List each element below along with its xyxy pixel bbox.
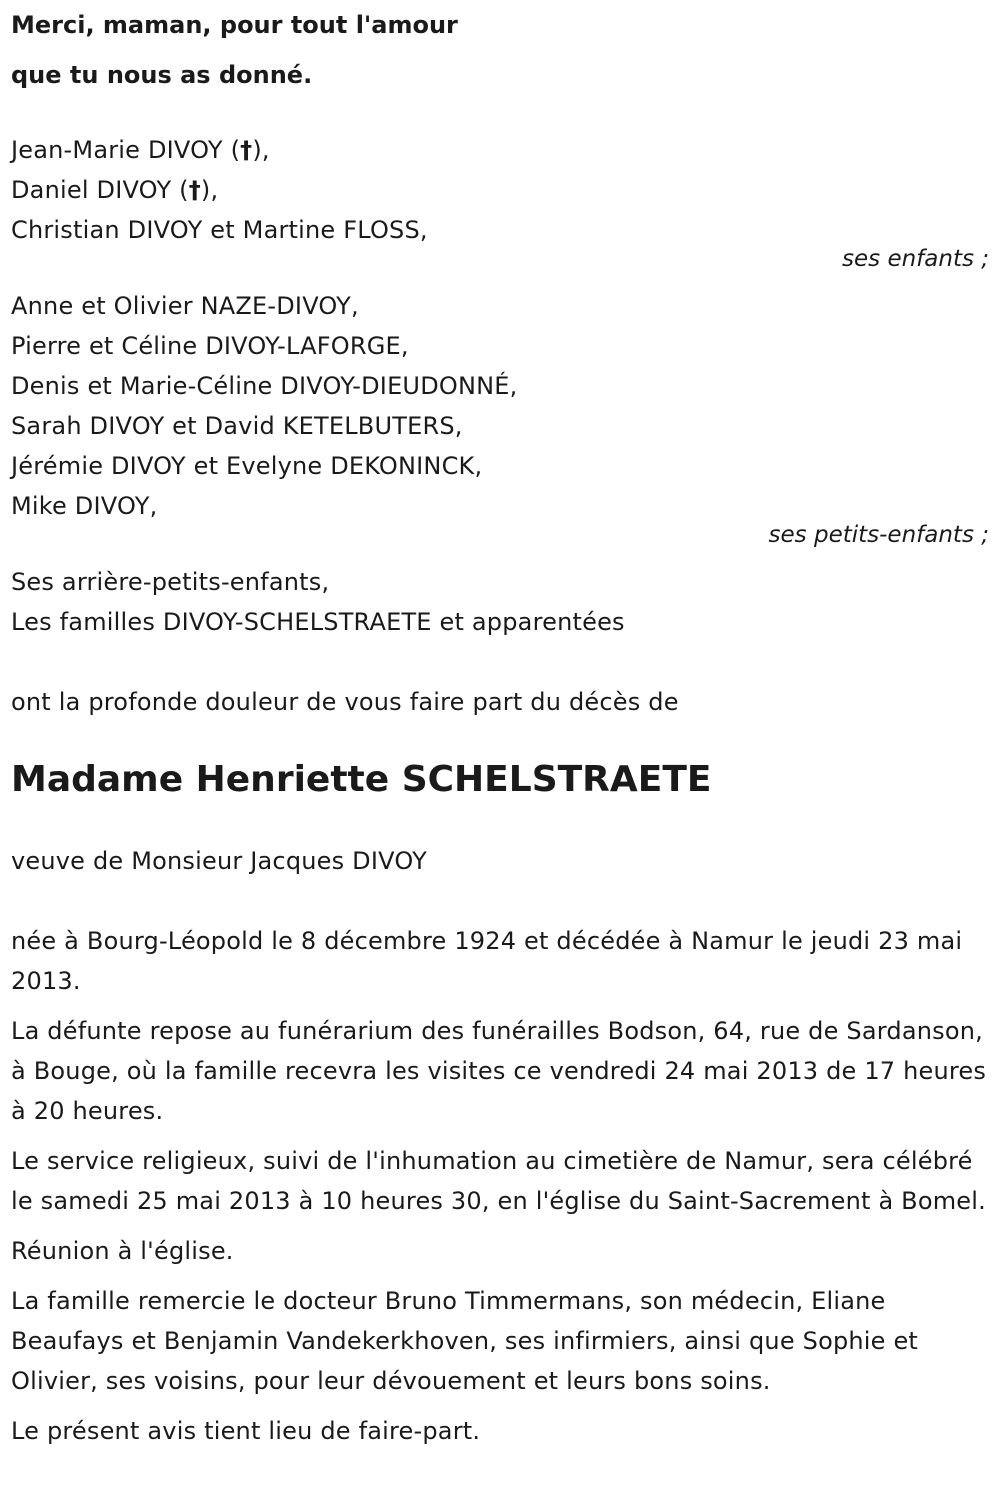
related-families: Les familles DIVOY-SCHELSTRAETE et apparentées bbox=[11, 608, 625, 636]
grandchild-name: Denis et Marie-Céline DIVOY-DIEUDONNÉ, bbox=[11, 372, 518, 400]
grandchild-name: Sarah DIVOY et David KETELBUTERS, bbox=[11, 412, 463, 440]
child-name: Christian DIVOY et Martine FLOSS, bbox=[11, 216, 428, 244]
child-name: Jean-Marie DIVOY (†), bbox=[11, 130, 991, 170]
cross-icon: † bbox=[188, 176, 201, 204]
deceased-name: Madame Henriette SCHELSTRAETE bbox=[11, 759, 712, 800]
other-family-block bbox=[11, 562, 991, 642]
grandchild-name: Jérémie DIVOY et Evelyne DEKONINCK, bbox=[11, 452, 483, 480]
epigraph bbox=[11, 0, 991, 100]
obituary-notice bbox=[11, 0, 991, 1451]
repose-paragraph: La défunte repose au funérarium des funérailles Bodson, 64, rue de Sardanson, à Bouge, où la famille recevra les visites ce vendredi 24 mai 2013 de 17 heures à 20 heures. bbox=[11, 1017, 987, 1125]
cross-icon: † bbox=[240, 136, 253, 164]
reunion-paragraph: Réunion à l'église. bbox=[11, 1237, 234, 1265]
grandchild-name: Mike DIVOY, bbox=[11, 492, 158, 520]
children-role: ses enfants ; bbox=[842, 246, 989, 272]
grandchild-name: Pierre et Céline DIVOY-LAFORGE, bbox=[11, 332, 409, 360]
service-paragraph: Le service religieux, suivi de l'inhumation au cimetière de Namur, sera célébré le samedi 25 mai 2013 à 10 heures 30, en l'église du Saint-Sacrement à Bomel. bbox=[11, 1147, 986, 1215]
child-name: Daniel DIVOY (†), bbox=[11, 170, 991, 210]
widow-of: veuve de Monsieur Jacques DIVOY bbox=[11, 847, 427, 875]
grandchildren-role: ses petits-enfants ; bbox=[768, 522, 989, 548]
grandchildren-block bbox=[11, 286, 991, 547]
notice-paragraph: Le présent avis tient lieu de faire-part. bbox=[11, 1417, 481, 1445]
children-block bbox=[11, 130, 991, 271]
thanks-paragraph: La famille remercie le docteur Bruno Timmermans, son médecin, Eliane Beaufays et Benjamin Vandekerkhoven, ses infirmiers, ainsi que Sophie et Olivier, ses voisins, pour leur dévouement et leurs bons soins. bbox=[11, 1287, 919, 1395]
great-grandchildren: Ses arrière-petits-enfants, bbox=[11, 568, 330, 596]
announcement: ont la profonde douleur de vous faire part du décès de bbox=[11, 688, 679, 716]
epigraph-line-1: Merci, maman, pour tout l'amour bbox=[11, 11, 458, 39]
grandchild-name: Anne et Olivier NAZE-DIVOY, bbox=[11, 292, 359, 320]
epigraph-line-2: que tu nous as donné. bbox=[11, 61, 313, 89]
birth-death-paragraph: née à Bourg-Léopold le 8 décembre 1924 et décédée à Namur le jeudi 23 mai 2013. bbox=[11, 927, 963, 995]
